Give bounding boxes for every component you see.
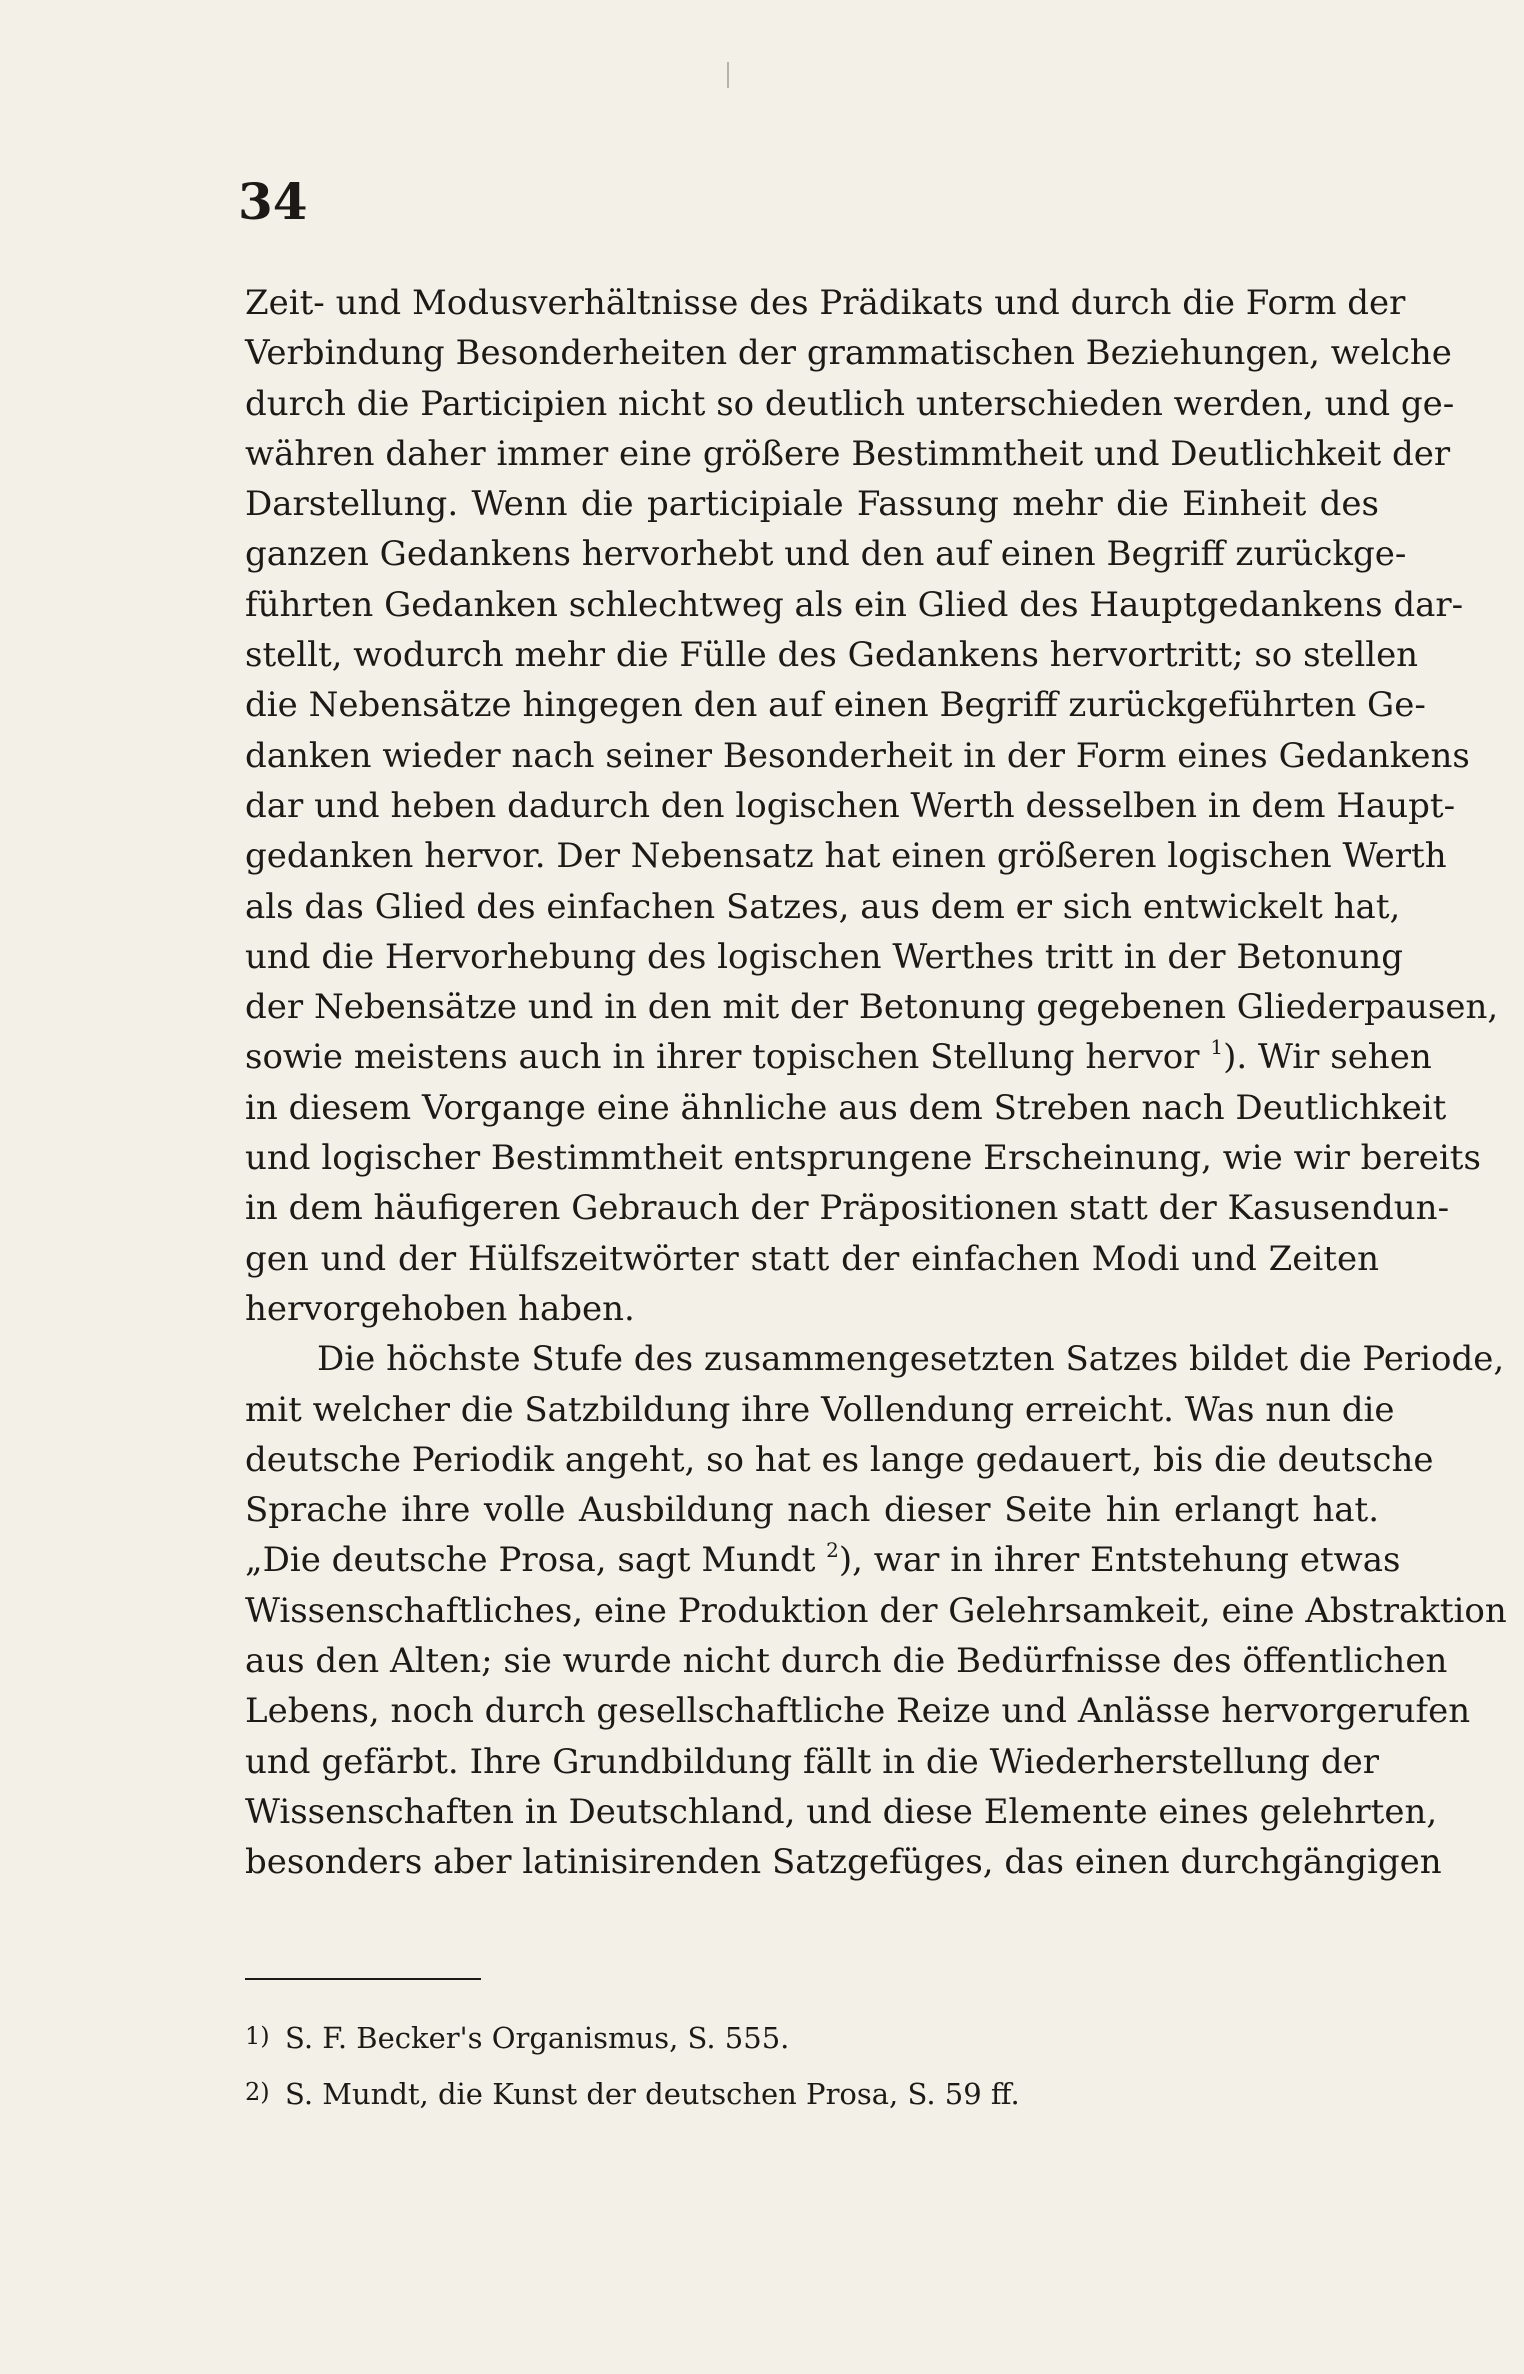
text-line: währen daher immer eine größere Bestimmtheit und Deutlichkeit der	[245, 433, 1451, 474]
text-line: Darstellung. Wenn die participiale Fassung mehr die Einheit des	[245, 484, 1379, 525]
page-number: 34	[238, 172, 308, 231]
text-line: und gefärbt. Ihre Grundbildung fällt in die Wiederherstellung der	[245, 1741, 1379, 1782]
footnote-marker: 2)	[245, 2078, 270, 2106]
text-segment: „Die deutsche Prosa, sagt Mundt	[245, 1540, 827, 1581]
text-line-with-footnote-ref	[245, 1032, 1432, 1082]
text-line: Wissenschaftliches, eine Produktion der Gelehrsamkeit, eine Abstraktion	[245, 1590, 1507, 1631]
text-line: in dem häufigeren Gebrauch der Präpositionen statt der Kasusendun-	[245, 1188, 1450, 1229]
text-segment: ). Wir sehen	[1223, 1037, 1432, 1078]
paragraph-first-line: Die höchste Stufe des zusammengesetzten Satzes bildet die Periode,	[317, 1339, 1505, 1380]
text-line: in diesem Vorgange eine ähnliche aus dem Streben nach Deutlichkeit	[245, 1087, 1447, 1128]
text-line-with-footnote-ref	[245, 1535, 1401, 1585]
footnote-1	[245, 2008, 1379, 2064]
text-line: und logischer Bestimmtheit entsprungene Erscheinung, wie wir bereits	[245, 1138, 1481, 1179]
text-line: danken wieder nach seiner Besonderheit in der Form eines Gedankens	[245, 735, 1470, 776]
text-line: gedanken hervor. Der Nebensatz hat einen größeren logischen Werth	[245, 836, 1447, 877]
page-blemish	[727, 62, 729, 88]
footnote-2	[245, 2064, 1379, 2120]
footnote-ref-2[interactable]: 2	[826, 1538, 839, 1563]
body-text	[245, 278, 1507, 1888]
text-line: hervorgehoben haben.	[245, 1288, 635, 1329]
footnote-text: S. F. Becker's Organismus, S. 555.	[285, 2021, 790, 2055]
text-segment: sowie meistens auch in ihrer topischen Stellung hervor	[245, 1037, 1211, 1078]
text-line: deutsche Periodik angeht, so hat es lange gedauert, bis die deutsche	[245, 1439, 1434, 1480]
text-line: als das Glied des einfachen Satzes, aus dem er sich entwickelt hat,	[245, 886, 1401, 927]
text-line: ganzen Gedankens hervorhebt und den auf einen Begriff zurückge-	[245, 534, 1407, 575]
text-line: dar und heben dadurch den logischen Werth desselben in dem Haupt-	[245, 785, 1456, 826]
text-line: führten Gedanken schlechtweg als ein Glied des Hauptgedankens dar-	[245, 584, 1464, 625]
text-line: Sprache ihre volle Ausbildung nach dieser Seite hin erlangt hat.	[245, 1490, 1379, 1531]
footnotes	[245, 2008, 1379, 2120]
text-line: mit welcher die Satzbildung ihre Vollendung erreicht. Was nun die	[245, 1389, 1395, 1430]
text-line: gen und der Hülfszeitwörter statt der einfachen Modi und Zeiten	[245, 1238, 1379, 1279]
text-line: durch die Participien nicht so deutlich unterschieden werden, und ge-	[245, 383, 1455, 424]
footnote-text: S. Mundt, die Kunst der deutschen Prosa, S. 59 ff.	[285, 2077, 1020, 2111]
text-line: die Nebensätze hingegen den auf einen Begriff zurückgeführten Ge-	[245, 685, 1426, 726]
footnote-ref-1[interactable]: 1	[1210, 1035, 1224, 1060]
text-line: aus den Alten; sie wurde nicht durch die Bedürfnisse des öffentlichen	[245, 1641, 1448, 1682]
text-line: der Nebensätze und in den mit der Betonung gegebenen Gliederpausen,	[245, 987, 1499, 1028]
footnote-divider	[245, 1978, 481, 1980]
text-line: Zeit- und Modusverhältnisse des Prädikats und durch die Form der	[245, 283, 1406, 323]
text-line: Lebens, noch durch gesellschaftliche Reize und Anlässe hervorgerufen	[245, 1691, 1471, 1732]
text-line: Verbindung Besonderheiten der grammatischen Beziehungen, welche	[245, 333, 1452, 374]
text-line: besonders aber latinisirenden Satzgefüges, das einen durchgängigen	[245, 1842, 1442, 1883]
text-line: und die Hervorhebung des logischen Werthes tritt in der Betonung	[245, 936, 1404, 977]
text-segment: ), war in ihrer Entstehung etwas	[838, 1540, 1401, 1581]
text-line: stellt, wodurch mehr die Fülle des Gedankens hervortritt; so stellen	[245, 635, 1419, 676]
text-line: Wissenschaften in Deutschland, und diese Elemente eines gelehrten,	[245, 1791, 1438, 1832]
footnote-marker: 1)	[245, 2022, 270, 2050]
